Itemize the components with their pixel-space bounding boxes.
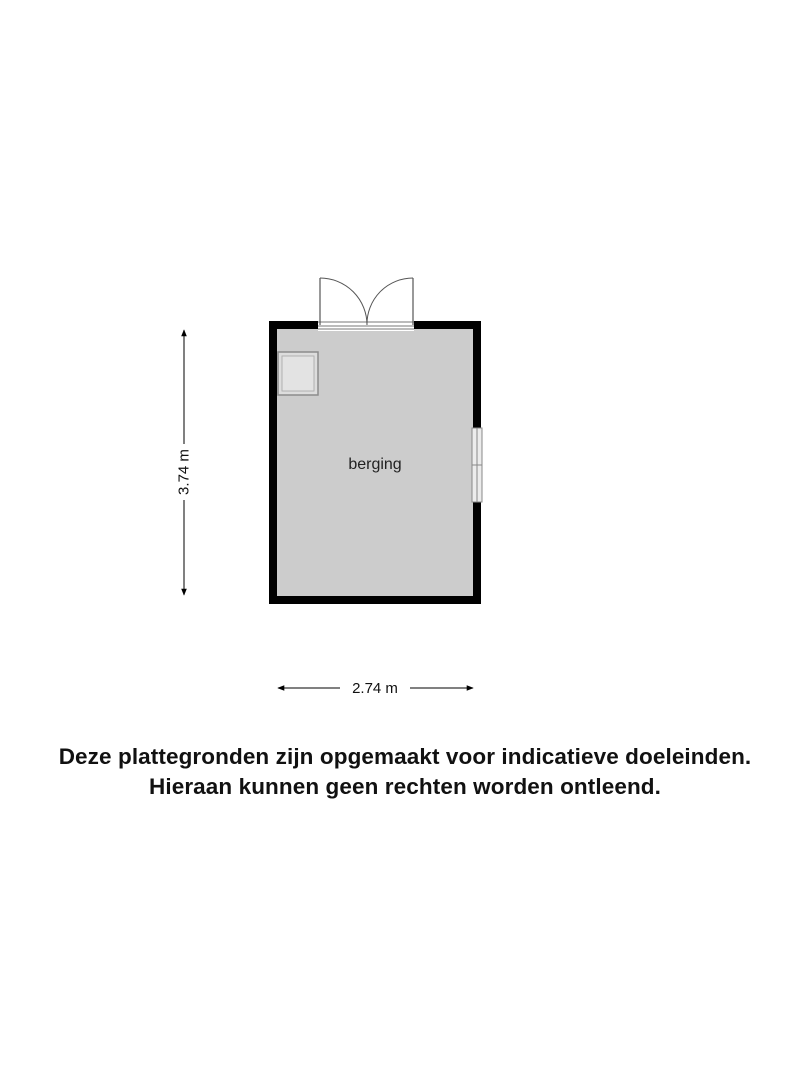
height-dimension xyxy=(176,330,193,595)
room-label: berging xyxy=(348,456,402,473)
height-label: 3.74 m xyxy=(175,449,193,495)
width-label: 2.74 m xyxy=(352,680,398,697)
window xyxy=(472,428,482,502)
disclaimer-line-2: Hieraan kunnen geen rechten worden ontleend. xyxy=(149,774,661,799)
appliance-box xyxy=(278,352,318,395)
double-door xyxy=(318,278,414,331)
width-dimension xyxy=(278,680,473,697)
disclaimer-line-1: Deze plattegronden zijn opgemaakt voor indicatieve doeleinden. xyxy=(58,744,752,769)
